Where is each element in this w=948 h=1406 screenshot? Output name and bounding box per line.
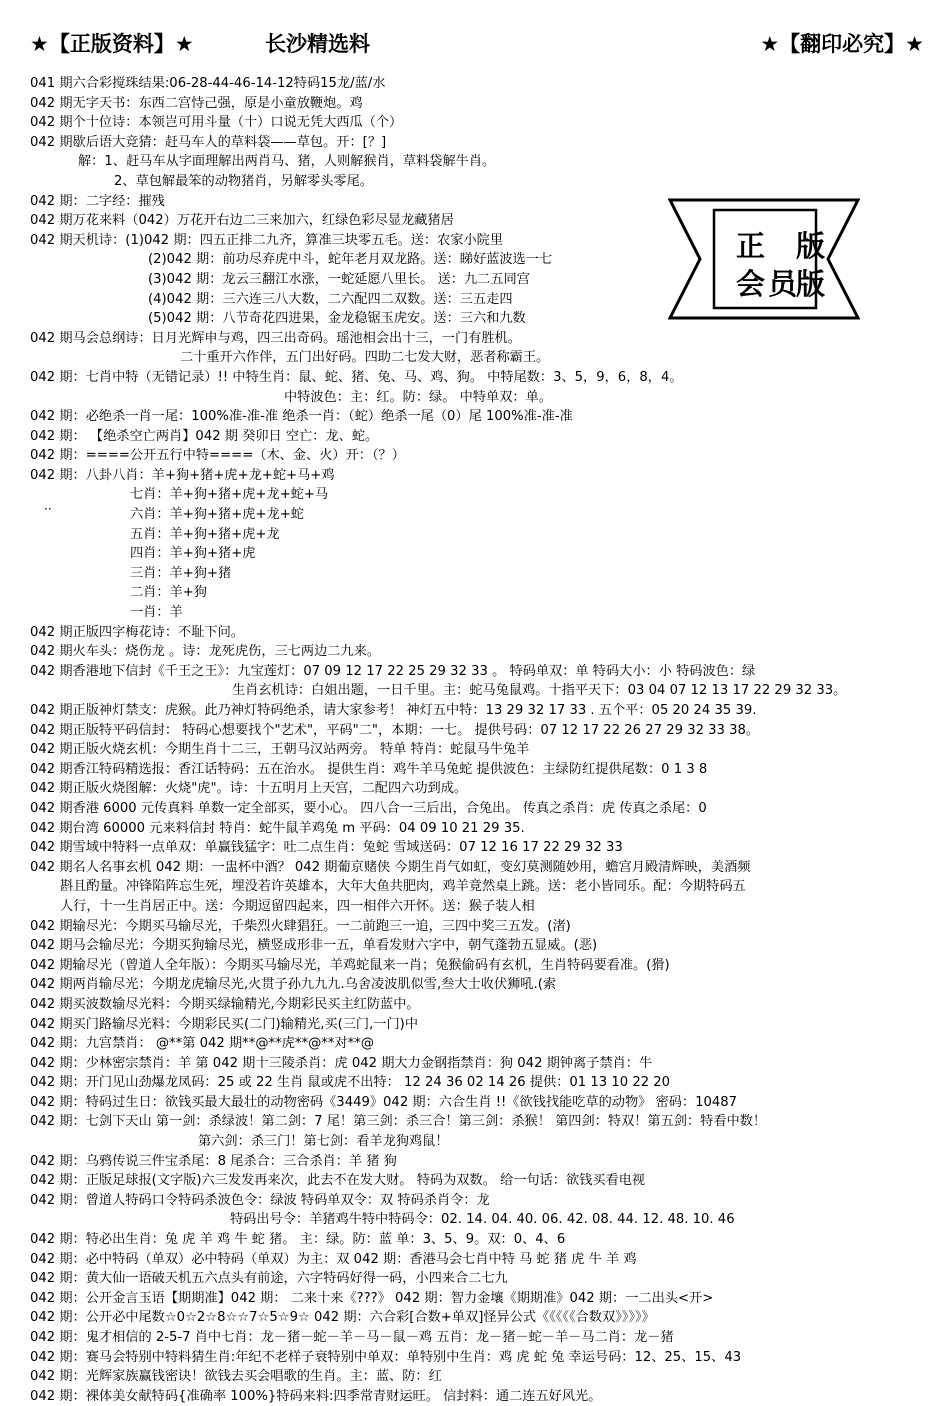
text-line: 二十重开六作伴，五门出好码。四助二七发大财，恶者称霸王。	[180, 350, 550, 366]
text-line: 042 期：必绝杀一肖一尾：100%准-准-准 绝杀一肖：（蛇）绝杀一尾（0）尾 100%准-准-准	[30, 409, 573, 425]
text-line: 042 期：特码过生日：欲钱买最大最壮的动物密码《3449》042 期：六合生肖 !!《欲钱找能吃草的动物》 密码：10487	[30, 1094, 738, 1110]
text-line: 六肖：羊+狗+猪+虎+龙+蛇	[130, 507, 304, 523]
text-line: 042 期：特必出生肖：兔 虎 羊 鸡 牛 蛇 猪。 主：绿。防：蓝 单：3、5、9。双：0、4、6	[30, 1232, 566, 1248]
text-line: 042 期：正版足球报(文字版)六三发发再来次，此去不在发大财。 特码为双数。 给一句话：欲钱买看电视	[30, 1173, 646, 1189]
text-line: 042 期正版神灯禁支：虎猴。此乃神灯特码绝杀，请大家参考！ 神灯五中特：13 29 32 17 33 . 五个平：05 20 24 35 39.	[30, 703, 757, 718]
badge-char: 版	[796, 267, 826, 301]
text-line: 042 期：赛马会特别中特料猜生肖:年纪不老样子衰特别中单双：单特别中生肖：鸡 虎 蛇 兔 幸运号码：12、25、15、43	[30, 1349, 742, 1365]
text-line: 人行，十一生肖居正中。送：今期逗留四起来，四一相伴六开怀。送：猴子装人相	[60, 898, 535, 914]
text-line: 中特波色：主：红。防：绿。 中特单双：单。	[284, 389, 552, 405]
text-line: 042 期：光辉家族赢钱密诀！欲钱去买会唱歌的生肖。主：蓝、防：红	[30, 1369, 442, 1385]
text-line: 生肖玄机诗：白姐出题，一日千里。主：蛇马兔鼠鸡。十指平天下：03 04 07 12 13 17 22 29 32 33。	[232, 683, 847, 699]
text-line: 042 期买波数输尽光料：今期买绿输精光,今期彩民买主红防蓝中。	[30, 996, 420, 1012]
text-line: 042 期输尽光：今期买马输尽光，千柴烈火肆猖狂。一二前跑三一追，三四中奖三五发。(渚)	[30, 918, 571, 934]
text-line: 042 期台湾 60000 元来料信封 特肖：蛇牛鼠羊鸡兔 m 平码：04 09 10 21 29 35.	[30, 820, 525, 836]
badge-char: 版	[796, 229, 826, 263]
text-line: 042 期香江特码精选报：香江话特码：五在治水。 提供生肖：鸡牛羊马兔蛇 提供波色：主绿防红提供尾数：0 1 3 8	[30, 761, 708, 777]
text-line: 042 期马会输尽光：今期买狗输尽光，横竖成形非一五，单看发财六字中，朝气蓬勃五显威。(恶)	[30, 938, 598, 954]
text-line: 042 期正版火烧图解：火烧"虎"。诗：十五明月上天宫，二配四六功到成。	[30, 781, 468, 797]
header-left-label: ★【正版资料】★	[30, 32, 194, 56]
text-line: 042 期买门路输尽光料：今期彩民买(二门)输精光,买(三门,一门)中	[30, 1016, 419, 1032]
text-line: 斟且酌量。冲锋陷阵忘生死，埋没若许英雄本，大年大鱼共肥肉，鸡羊竟然桌上跳。送：老小皆同乐。配：今期特码五	[60, 879, 746, 895]
badge-char: 会	[736, 267, 766, 301]
text-line: 042 期正版四字梅花诗：不耻下问。	[30, 624, 244, 640]
text-line: 042 期香港地下信封《千王之王》：九宝莲灯：07 09 12 17 22 25 29 32 33 。 特码单双：单 特码大小：小 特码波色：绿	[30, 663, 756, 679]
text-line: 042 期马会总纲诗：日月光辉申与鸡，四三出奇码。瑶池相会出十三，一门有胜机。	[30, 330, 521, 346]
text-line: (5)042 期：八节奇花四进果，金龙稳锯玉虎安。送：三六和九数	[148, 311, 526, 327]
page-title: 长沙精选料	[265, 32, 370, 56]
text-line: 042 期雪域中特料一点单双：单赢钱猛字：吐二点生肖：兔蛇 雪域送码：07 12 16 17 22 29 32 33	[30, 840, 623, 856]
text-line: 042 期两肖输尽光：今期龙虎输尽光,火贯子孙九九九.乌舍凌波肌似雪,叁大士收伏狮吼.(索	[30, 977, 557, 993]
text-line: 五肖：羊+狗+猪+虎+龙	[130, 526, 280, 542]
text-line: 042 期：开门见山劲爆龙凤码：25 或 22 生肖 鼠或虎不出特： 12 24 36 02 14 26 提供：01 13 10 22 20	[30, 1075, 671, 1091]
text-line: (2)042 期：前功尽弃虎中斗，蛇年老月双龙路。送：睇好蓝波选一七	[148, 252, 553, 268]
text-line: 特码出号令：羊猪鸡牛特中特码令：02. 14. 04. 40. 06. 42. 08. 44. 12. 48. 10. 46	[230, 1212, 735, 1228]
text-line: 042 期：八卦八肖：羊+狗+猪+虎+龙+蛇+马+鸡	[30, 467, 335, 483]
text-line: 042 期正版特平码信封： 特码心想要找个"艺术"，平码"二"，本期：一七。 提供号码：07 12 17 22 26 27 29 32 33 38。	[30, 722, 760, 738]
text-line: 042 期输尽光（曾道人全年版）：今期买马输尽光，羊鸡蛇鼠来一肖；兔猴偷码有玄机，生肖特码要看准。(猾)	[30, 957, 670, 973]
text-line: 042 期：七肖中特（无错记录）!! 中特生肖：鼠、蛇、猪、兔、马、鸡、狗。 中特尾数：3、5，9，6，8，4。	[30, 369, 683, 385]
text-line: 042 期天机诗：(1)042 期：四五正排二九齐，算准三块零五毛。送：农家小院里	[30, 232, 504, 248]
text-line: 042 期：公开必中尾数☆0☆2☆8☆☆7☆5☆9☆ 042 期：六合彩[合数+单双]怪异公式《《《《《合数双》》》》》	[30, 1310, 655, 1326]
text-line: 042 期：少林密宗禁肖：羊 第 042 期十三陵杀肖：虎 042 期大力金钢指禁肖：狗 042 期钟离子禁肖：牛	[30, 1055, 653, 1071]
text-line: 042 期：====公开五行中特====（木、金、火）开：（？）	[30, 448, 405, 464]
text-line: 042 期：七剑下天山 第一剑：杀绿波！第二剑：7 尾！第三剑：杀三合！第三剑：杀猴！ 第四剑：特双！第五剑：特看中数！	[30, 1114, 767, 1130]
text-line: 042 期名人名事玄机 042 期：一盅杯中酒？ 042 期葡京赌侠 今期生肖气如虹，变幻莫测随妙用，蟾宫月殿清辉映，美酒频	[30, 859, 751, 875]
text-line: 042 期：裸体美女献特码{准确率 100%}特码来料:四季常青财运旺。 信封料：通二连五好风光。	[30, 1388, 602, 1404]
text-line: 042 期香港 6000 元传真料 单数一定全部买，要小心。 四八合一三后出，合兔出。 传真之杀肖：虎 传真之杀尾：0	[30, 800, 707, 816]
text-line: 042 期：黄大仙一语破天机五六点头有前途，六字特码好得一码，小四来合二七九	[30, 1271, 508, 1287]
text-line: (4)042 期：三六连三八大数，二六配四二双数。送：三五走四	[148, 291, 513, 307]
text-line: 042 期： 【绝杀空亡两肖】042 期 癸卯日 空亡：龙、蛇。	[30, 428, 379, 444]
text-line: 三肖：羊+狗+猪	[130, 565, 232, 581]
text-line: 2、草包解最笨的动物猪肖，另解零头零尾。	[114, 173, 373, 189]
text-line: 042 期：九宫禁肖： @**第 042 期**@**虎**@**对**@	[30, 1036, 375, 1052]
text-line: 042 期：鬼才相信的 2-5-7 肖中七肖：龙－猪－蛇－羊－马－鼠－鸡 五肖：龙－猪－蛇－羊－马二肖：龙－猪	[30, 1330, 674, 1345]
text-line: 第六剑：杀三门！第七剑：看羊龙狗鸡鼠！	[198, 1134, 449, 1150]
text-line: 二肖：羊+狗	[130, 585, 207, 601]
header-right-label: ★【翻印必究】★	[760, 32, 924, 56]
text-line: 042 期个十位诗：本领岂可用斗量（十）口说无凭大西瓜（个）	[30, 115, 403, 131]
badge-char: 正	[736, 229, 766, 263]
badge-char: 员	[768, 267, 798, 301]
text-line: 042 期万花来料（042）万花开右边二三来加六，红绿色彩尽显龙藏猪居	[30, 213, 454, 229]
text-line: 042 期：二字经：摧残	[30, 193, 165, 209]
text-line: 解：1、赶马车从字面理解出两肖马、猪，人则解猴肖，草料袋解牛肖。	[78, 154, 496, 170]
text-line: 042 期火车头：烧伤龙 。诗：龙死虎伤，三七两边二九来。	[30, 644, 381, 660]
text-line: 042 期无字天书：东西二宫恃己强，原是小童放鞭炮。鸡	[30, 95, 363, 111]
text-line: 042 期：乌鸦传说三件宝杀尾：8 尾杀合：三合杀肖：羊 猪 狗	[30, 1153, 397, 1169]
text-line: 四肖：羊+狗+猪+虎	[130, 546, 256, 562]
text-line: 042 期：公开金言玉语【期期准】042 期： 二来十来《???》 042 期：智力金壤《期期准》042 期：一二出头<开>	[30, 1290, 714, 1306]
document-body	[30, 74, 936, 1406]
text-line: 七肖：羊+狗+猪+虎+龙+蛇+马	[130, 487, 329, 503]
text-line: 042 期：必中特码（单双）必中特码（单双）为主：双 042 期：香港马会七肖中特 马 蛇 猪 虎 牛 羊 鸡	[30, 1251, 637, 1267]
text-line: 042 期歇后语大竞猜：赶马车人的草料袋——草包。开：[？]	[30, 134, 387, 150]
text-line: (3)042 期：龙云三翻江水涨，一蛇延愿八里长。 送：九二五同宫	[148, 271, 530, 287]
text-line: 一肖：羊	[130, 605, 183, 621]
text-line: 042 期正版火烧玄机：今期生肖十二三，王朝马汉站两旁。 特单 特肖：蛇鼠马牛兔羊	[30, 742, 530, 758]
text-line: 042 期：曾道人特码口令特码杀波色令：绿波 特码单双令：双 特码杀肖令：龙	[30, 1192, 490, 1208]
text-line: 041 期六合彩搅珠结果:06-28-44-46-14-12特码15龙/蓝/水	[30, 76, 386, 91]
stray-dots: ··	[44, 502, 52, 516]
